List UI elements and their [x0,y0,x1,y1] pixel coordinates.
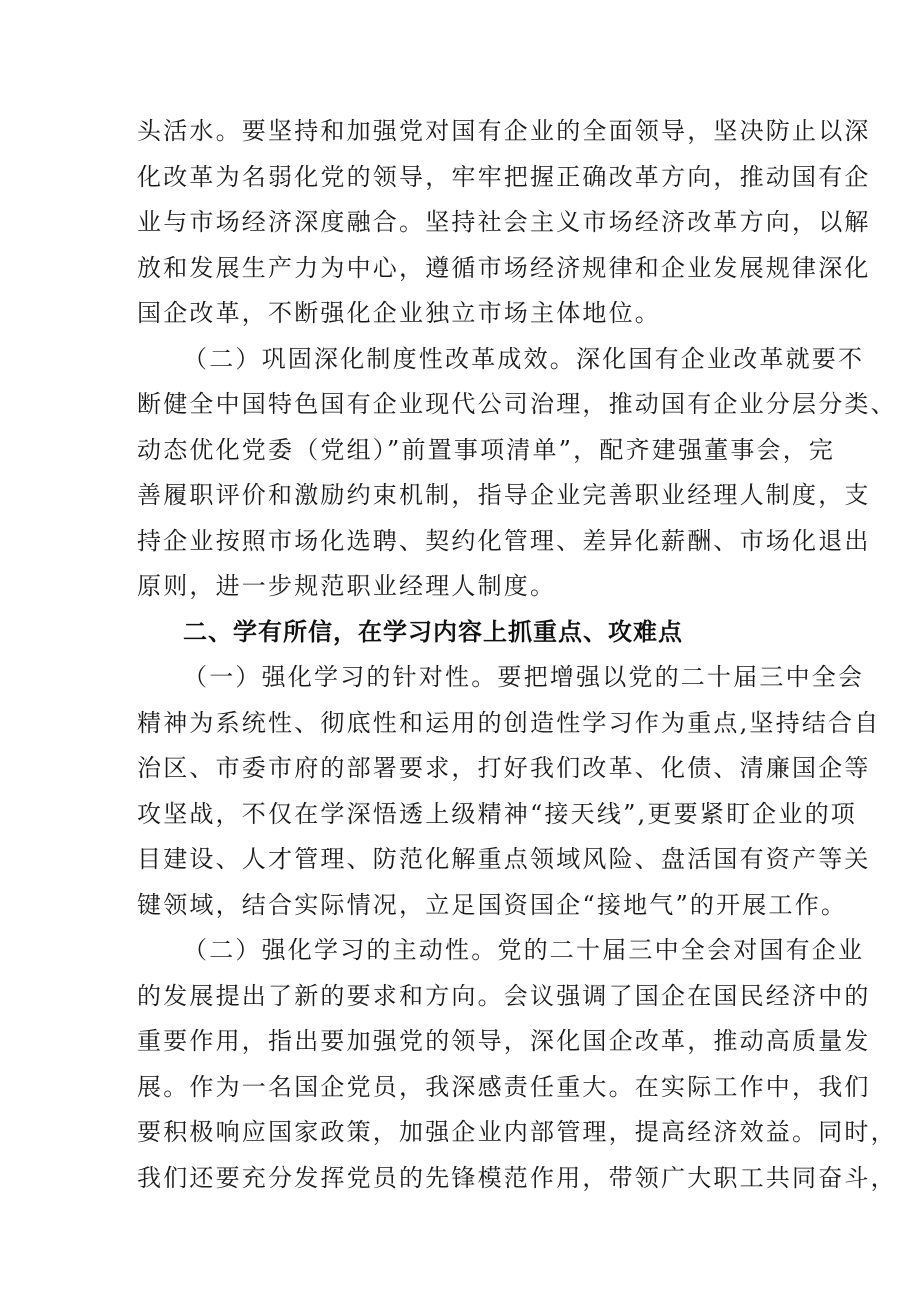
paragraph-line: （二）强化学习的主动性。党的二十届三中全会对国有企业 [183,936,865,964]
paragraph-line: 头活水。要坚持和加强党对国有企业的全面领导，坚决防止以深 [137,117,871,145]
paragraph-line: 治区、市委市府的部署要求，打好我们改革、化债、清廉国企等 [137,754,871,782]
paragraph-line: （一）强化学习的针对性。要把增强以党的二十届三中全会 [183,663,865,691]
paragraph-line: 持企业按照市场化选聘、契约化管理、差异化薪酬、市场化退出 [137,527,871,555]
paragraph-line: 的发展提出了新的要求和方向。会议强调了国企在国民经济中的 [137,982,871,1010]
paragraph-line: 要积极响应国家政策，加强企业内部管理，提高经济效益。同时， [137,1118,897,1146]
paragraph-line: 断健全中国特色国有企业现代公司治理，推动国有企业分层分类、 [137,390,897,418]
paragraph-line: 业与市场经济深度融合。坚持社会主义市场经济改革方向，以解 [137,208,871,236]
paragraph-line: 重要作用，指出要加强党的领导，深化国企改革，推动高质量发 [137,1027,871,1055]
paragraph-line: 化改革为名弱化党的领导，牢牢把握正确改革方向，推动国有企 [137,163,871,191]
paragraph-line: 原则，进一步规范职业经理人制度。 [137,572,557,600]
paragraph-line: 键领域，结合实际情况，立足国资国企“接地气”的开展工作。 [137,891,848,919]
section-heading: 二、学有所信，在学习内容上抓重点、攻难点 [183,618,683,646]
paragraph-line: 目建设、人才管理、防范化解重点领域风险、盘活国有资产等关 [137,845,871,873]
paragraph-line: （二）巩固深化制度性改革成效。深化国有企业改革就要不 [183,345,865,373]
paragraph-line: 国企改革，不断强化企业独立市场主体地位。 [137,299,661,327]
paragraph-line: 精神为系统性、彻底性和运用的创造性学习作为重点,坚持结合自 [137,709,881,737]
paragraph-line: 善履职评价和激励约束机制，指导企业完善职业经理人制度，支 [137,481,871,509]
paragraph-line: 我们还要充分发挥党员的先锋模范作用，带领广大职工共同奋斗， [137,1164,897,1192]
paragraph-line: 攻坚战，不仅在学深悟透上级精神“接天线”,更要紧盯企业的项 [137,800,857,828]
paragraph-line: 展。作为一名国企党员，我深感责任重大。在实际工作中，我们 [137,1073,871,1101]
paragraph-line: 放和发展生产力为中心，遵循市场经济规律和企业发展规律深化 [137,254,871,282]
paragraph-line: 动态优化党委（党组）”前置事项清单”，配齐建强董事会，完 [137,436,836,464]
